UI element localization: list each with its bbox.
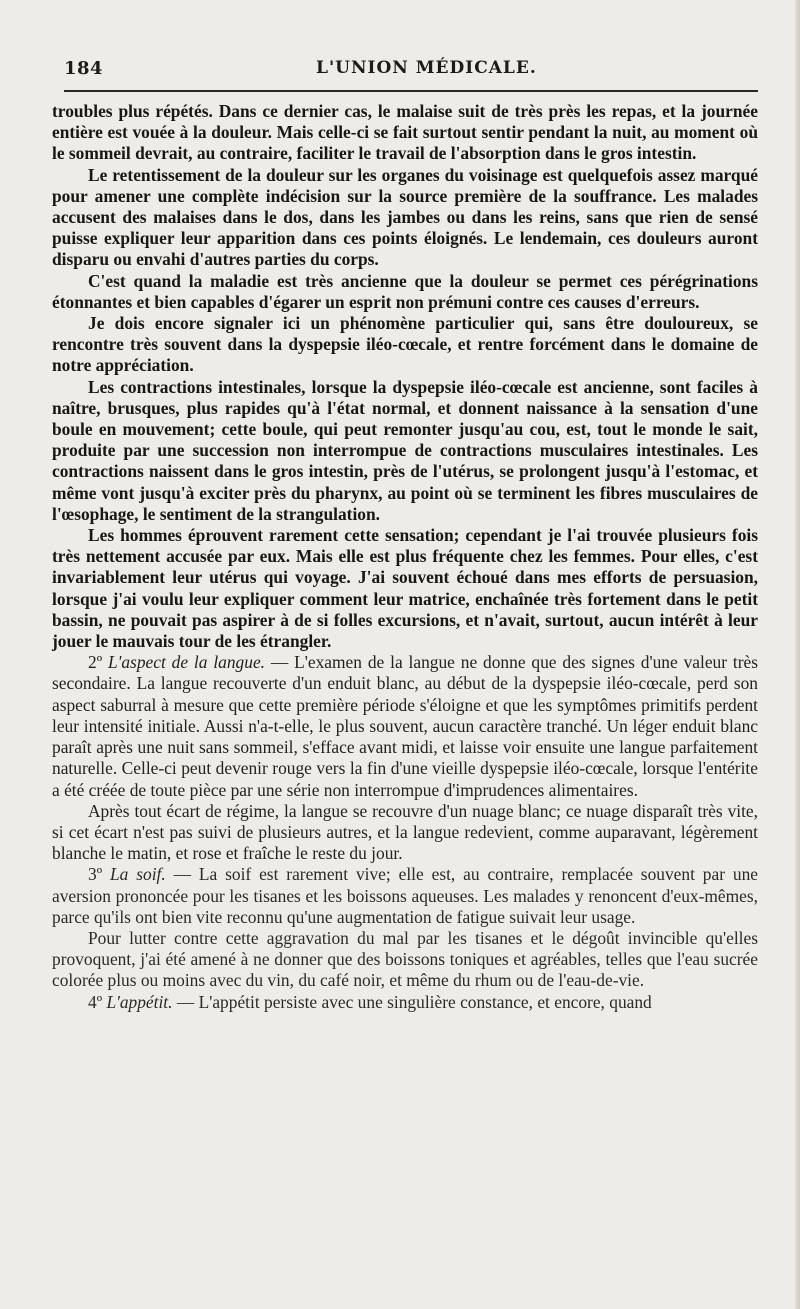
section-soif xyxy=(52,864,758,928)
section-number: 4º xyxy=(88,991,103,1012)
section-text: — L'examen de la langue ne donne que des signes d'une valeur très secondaire. La langue recouverte d'un enduit blanc, au début de la dyspepsie iléo-cœcale, perd son aspect saburral à mesure que cette première période s'éloigne et que les symptômes primitifs perdent leur intensité initiale. Aussi n'a-t-elle, le plus souvent, aucun caractère tranché. Un léger enduit blanc paraît après une nuit sans sommeil, s'efface avant midi, et laisse voir ensuite une langue parfaitement naturelle. Celle-ci peut devenir rouge vers la fin d'une vieille dyspepsie iléo-cœcale, lorsque l'entérite a été créée de toute pièce par une série non interrompue d'imprudences alimentaires. xyxy=(52,652,758,800)
journal-title: L'UNION MÉDICALE. xyxy=(316,58,537,78)
paragraph-ecart-regime: Après tout écart de régime, la langue se recouvre d'un nuage blanc; ce nuage disparaît très vite, si cet écart n'est pas suivi de plusieurs autres, et la langue redevient, comme auparavant, légèrement blanche le matin, et rose et fraîche le reste du jour. xyxy=(52,800,758,864)
paragraph-hommes: Les hommes éprouvent rarement cette sensation; cependant je l'ai trouvée plusieurs fois très nettement accusée par eux. Mais elle est plus fréquente chez les femmes. Pour elles, c'est invariablement leur utérus qui voyage. J'ai souvent échoué dans mes efforts de persuasion, lorsque j'ai voulu leur expliquer comment leur matrice, enchaînée très fortement dans le petit bassin, ne pouvait pas aspirer à de si folles excursions, et n'avait, surtout, aucun intérêt à leur jouer le mauvais tour de les étrangler. xyxy=(52,525,758,652)
paragraph-contractions: Les contractions intestinales, lorsque la dyspepsie iléo-cœcale est ancienne, sont faciles à naître, brusques, plus rapides qu'à l'état normal, et donnent naissance à la sensation d'une boule en mouvement; cette boule, qui peut remonter jusqu'au cou, est, tout le monde le sait, produite par une succession non interrompue de contractions musculaires intestinales. Les contractions naissent dans le gros intestin, près de l'utérus, se prolongent jusqu'à l'estomac, et même vont jusqu'à exciter près du pharynx, au point où se terminent les fibres musculaires de l'œsophage, le sentiment de la strangulation. xyxy=(52,376,758,524)
section-number: 3º xyxy=(88,864,103,885)
paragraph-peregrinations: C'est quand la maladie est très ancienne que la douleur se permet ces pérégrinations étonnantes et bien capables d'égarer un esprit non prémuni contre ces causes d'erreurs. xyxy=(52,270,758,312)
paragraph-phenomene: Je dois encore signaler ici un phénomène particulier qui, sans être douloureux, se rencontre très souvent dans la dyspepsie iléo-cœcale, et rentre forcément dans le domaine de notre appréciation. xyxy=(52,313,758,376)
page-edge xyxy=(795,0,800,1309)
paragraph-tisanes: Pour lutter contre cette aggravation du mal par les tisanes et le dégoût invincible qu'elles provoquent, j'ai été amené à ne donner que des boissons toniques et agréables, telles que l'eau sucrée colorée plus ou moins avec du vin, du café noir, et même du rhum ou de l'eau-de-vie. xyxy=(52,927,758,991)
running-head xyxy=(64,58,756,86)
section-heading: La soif. xyxy=(109,864,166,885)
paragraph-retentissement: Le retentissement de la douleur sur les organes du voisinage est quelquefois assez marqué pour amener une complète indécision sur la source première de la souffrance. Les malades accusent des malaises dans le dos, dans les jambes ou dans les reins, sans que rien de sensé puisse expliquer leur apparition dans ces points éloignés. Le lendemain, ces douleurs auront disparu ou envahi d'autres parties du corps. xyxy=(52,164,758,270)
section-text: — L'appétit persiste avec une singulière constance, et encore, quand xyxy=(172,991,652,1012)
section-text: — La soif est rarement vive; elle est, au contraire, remplacée souvent par une aversion prononcée pour les tisanes et les boissons aqueuses. Les malades y renoncent d'eux-mêmes, parce qu'ils ont bien vite reconnu qu'une augmentation de fatigue suivait leur usage. xyxy=(52,864,758,927)
page-number: 184 xyxy=(64,58,104,79)
section-heading: L'appétit. xyxy=(106,991,173,1012)
section-langue xyxy=(52,652,758,800)
section-heading: L'aspect de la langue. xyxy=(107,652,266,673)
paragraph-continuation: troubles plus répétés. Dans ce dernier cas, le malaise suit de très près les repas, et la journée entière est vouée à la douleur. Mais celle-ci se fait surtout sentir pendant la nuit, au moment où le sommeil devrait, au contraire, faciliter le travail de l'absorption dans le gros intestin. xyxy=(52,101,758,164)
article-body xyxy=(52,101,758,1013)
section-number: 2º xyxy=(88,652,103,673)
header-rule xyxy=(64,90,758,92)
section-appetit xyxy=(52,992,758,1013)
